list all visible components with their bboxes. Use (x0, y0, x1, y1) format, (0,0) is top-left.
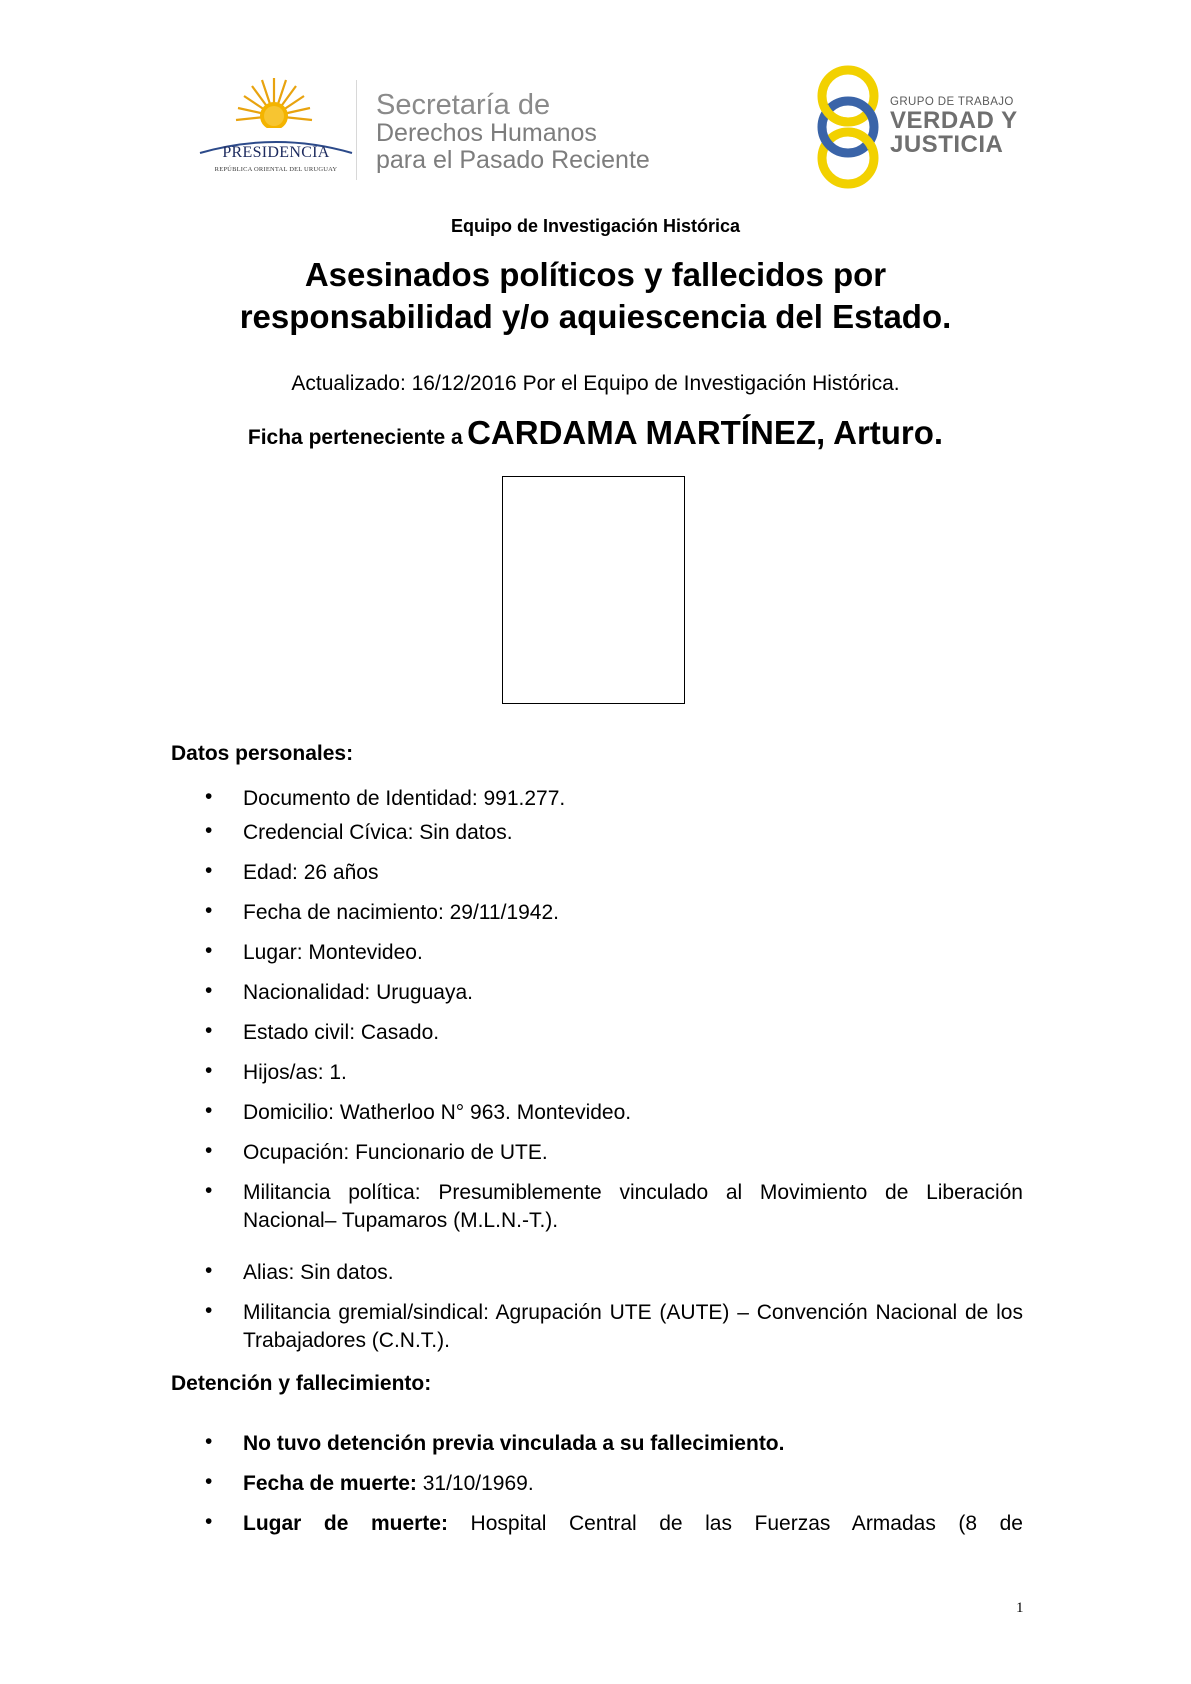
item-text: Estado civil: Casado. (243, 1021, 440, 1044)
grupo-line-2: VERDAD Y (890, 107, 1018, 134)
bullet: • (205, 1430, 213, 1453)
bullet: • (205, 1139, 213, 1162)
item-label: Lugar de muerte: (243, 1512, 448, 1535)
grupo-line-3: JUSTICIA (890, 131, 1004, 158)
bullet: • (205, 1019, 213, 1042)
grupo-trabajo-logo (812, 62, 1032, 192)
document-title (0, 254, 1191, 338)
bullet: • (205, 1099, 213, 1122)
item-text: Lugar: Montevideo. (243, 941, 423, 964)
title-line-2: responsabilidad y/o aquiescencia del Estado. (239, 298, 952, 335)
presidencia-subtitle: REPÚBLICA ORIENTAL DEL URUGUAY (214, 166, 338, 173)
presidencia-name: PRESIDENCIA (222, 144, 330, 161)
item-text: Alias: Sin datos. (243, 1261, 394, 1284)
item-label: Fecha de muerte: (243, 1472, 417, 1495)
death-heading: Detención y fallecimiento: (171, 1372, 432, 1395)
secretaria-line-3: para el Pasado Reciente (376, 146, 650, 174)
title-line-1: Asesinados políticos y fallecidos por (304, 256, 887, 293)
bullet: • (205, 1299, 213, 1322)
bullet: • (205, 939, 213, 962)
personal-heading: Datos personales: (171, 742, 354, 765)
item-value: Hospital Central de las Fuerzas Armadas (8 de (447, 1512, 1023, 1535)
item-text: Militancia gremial/sindical: Agrupación UTE (AUTE) – Convención Nacional de los Trabajadores (C.N.T.). (243, 1301, 1023, 1352)
bullet: • (205, 859, 213, 882)
bullet: • (205, 1510, 213, 1533)
ficha-line (0, 414, 1191, 452)
item-label: No tuvo detención previa vinculada a su fallecimiento. (243, 1432, 785, 1455)
item-text (243, 1430, 1095, 1458)
grupo-line-1: GRUPO DE TRABAJO (890, 96, 1014, 108)
updated-line: Actualizado: 16/12/2016 Por el Equipo de Investigación Histórica. (291, 372, 900, 395)
bullet: • (205, 819, 213, 842)
secretaria-logo (376, 90, 650, 174)
logo-divider (356, 80, 357, 180)
item-text: Edad: 26 años (243, 861, 379, 884)
bullet: • (205, 899, 213, 922)
item-text: Nacionalidad: Uruguaya. (243, 981, 473, 1004)
ficha-name: CARDAMA MARTÍNEZ, Arturo. (467, 414, 944, 451)
bullet: • (205, 1059, 213, 1082)
interlocked-rings-icon (812, 62, 888, 192)
bullet: • (205, 979, 213, 1002)
item-text (243, 1470, 1095, 1498)
item-text: Documento de Identidad: 991.277. (243, 787, 566, 810)
item-text: Hijos/as: 1. (243, 1061, 347, 1084)
bullet: • (205, 785, 213, 808)
item-text (243, 1510, 1023, 1538)
ficha-label: Ficha perteneciente a (247, 426, 463, 449)
secretaria-line-1: Secretaría de (376, 89, 551, 121)
photo-placeholder (502, 476, 685, 704)
item-text: Fecha de nacimiento: 29/11/1942. (243, 901, 559, 924)
bullet: • (205, 1259, 213, 1282)
item-text: Domicilio: Watherloo N° 963. Montevideo. (243, 1101, 632, 1124)
bullet: • (205, 1470, 213, 1493)
bullet: • (205, 1179, 213, 1202)
letterhead (0, 0, 1191, 200)
item-text: Credencial Cívica: Sin datos. (243, 821, 513, 844)
secretaria-line-2: Derechos Humanos (376, 119, 597, 147)
team-heading: Equipo de Investigación Histórica (450, 216, 741, 236)
item-value: 31/10/1969. (416, 1472, 534, 1495)
page-number: 1 (1016, 1600, 1024, 1616)
item-text: Ocupación: Funcionario de UTE. (243, 1141, 548, 1164)
presidencia-logo (196, 78, 356, 178)
item-text: Militancia política: Presumiblemente vinculado al Movimiento de Liberación Nacional– Tupamaros (M.L.N.-T.). (243, 1181, 1023, 1232)
